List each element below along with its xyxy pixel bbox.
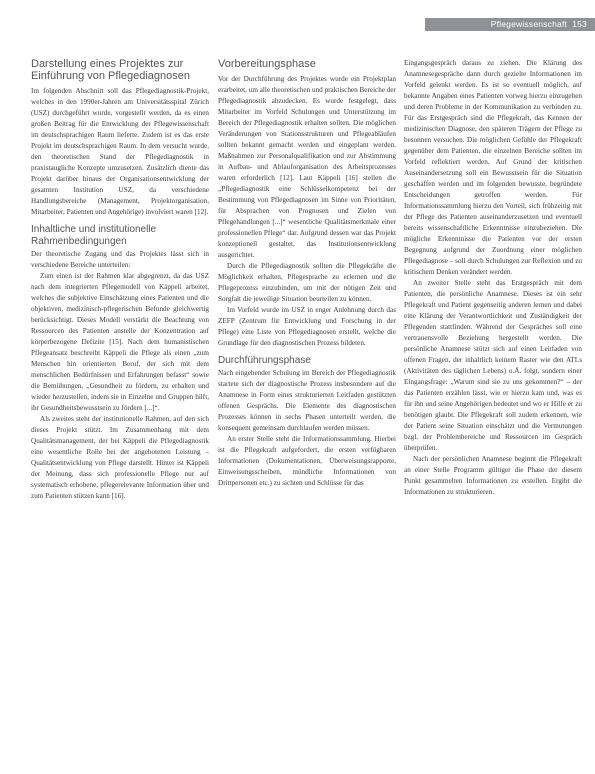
column-middle [218, 58, 396, 489]
paragraph: Eingangsgespräch daraus zu ziehen. Die Klärung des Anamnesegespräche dann durch gezielte Informationen im Vorfeld gelenkt werden. Es ist so eventuell möglich, auf bekannte Angaben eines Patienten vorweg hierzu einzugehen und deren Probleme in der Kommunikation zu verbinden zu. Für das Erstgespräch sind die Pflegekraft, das Kennen der medizinischen Diagnose, den späteren Trägern der Pflege zu besonnen versuchen. Die möglichen Gefühle der Pflegekraft gegenüber dem Patienten, die einzelnen Bereiche sollten im Vorfeld reflektiert werden. Auf Grund der kritischen Auseinandersetzung soll ein Bewusstsein für die Situation geschaffen werden und im folgenden bewusste, begründete Entscheidungen getroffen werden. Für Informationssammlung hierzu den Vorteil, sich frühzeitig mit der Pflege des Patienten auseinanderzusetzen und eventuell bereits wissenschaftliche Erkenntnisse einzubeziehen. Die mögliche Erkenntnisse die Patienten vor der ersten Begegnung aufgrund der Zuordnung einer möglichen Pflegediagnose – soll durch Schulungen zur Reflexion und zu kritischem Denken verändert werden. [404, 59, 582, 276]
paragraph: An zweiter Stelle steht das Erstgespräch mit dem Patienten, die persönliche Anamnese. Dieses ist ein sehr Pflegekraft und Patient gegenseitig anderen lernen und dabei eine Klärung der Verantwortlichkeit und Zuständigkeit der Pflegenden stattfinden. Während der Gespräches soll eine vertrauensvolle Beziehung hergestellt werden. Die persönliche Anamnese stützt sich auf einen Leitfaden von offenen Fragen, der inhaltlich keinem Raster wie den ATLs (Aktivitäten des täglichen Lebens) o.Ä. folgt, sondern einer Eingangsfrage: „Warum sind sie zu uns gekommen?“ – der das Patienten erzählen lässt, wie er hierzu kam und, was es für ihn und seine Angehörigen bedeutet und wo er Hilfe er zu benötigen glaubt. Die Pflegekraft soll zudem erkennen, wie der Patient seine Situation einschätzt und die Vermutungen bzgl. der Problembereiche und Ressourcen im Gespräch überprüfen. [404, 279, 582, 452]
paragraph: Im folgenden Abschnitt soll das Pflegediagnostik-Projekt, welches in den 1990er-Jahren am Universitätsspital Zürich (USZ) durchgeführt wurde, vorgestellt werden, da es einen großen Beitrag für die Entwicklung der Pflegewissenschaft im deutschsprachigen Raum lieferte. Zudem ist es das erste Projekt im deutschsprachigen Raum. In dem versucht wurde, den theoretischen Stand der Pflegediagnostik in praxistaugliche Konzepte umzusetzen. Zusätzlich diente das Projekt darüber hinaus der Organisationsentwicklung der gesamten Institution USZ, da verschiedene Handlungsbereiche (Management, Projektorganisation, Mitarbeiter, Patienten und Angehörige) involviert waren [12]. [31, 87, 209, 216]
paragraph: Nach der persönlichen Anamnese beginnt die Pflegekraft an einer Stelle Programm gültiger die Phase der diesem Punkt gesammelten Informationen zu erstellen. Ergibt die Informationen zu strukturieren. [404, 455, 582, 496]
paragraph: Der theoretische Zugang und das Projektes lässt sich in verschiedene Bereiche unterteilen: [31, 250, 209, 269]
section-heading: Vorbereitungsphase [218, 58, 316, 70]
subsection-heading: Durchführungsphase [218, 355, 311, 366]
page-number: 153 [572, 19, 587, 29]
paragraph: Zum einen ist der Rahmen klar abgegrenzt, da das USZ nach dem integrierten Pflegemodell von Käppeli arbeitet, welches die subjektive Einschätzung eines Patienten und die objektiven, medizinisch-pflegerischen Befunde gleichwertig berücksichtigt. Dieses Modell verstärkt die Beachtung von Ressourcen des Patienten anstelle der Konzentration auf körperbezogene Defizite [15]. Nach dem humanistischen Pflegeansatz beschreibt Käppeli die Pflege als einen „zum Menschen hin orientierten Beruf, der sich mit dem menschlichen Bedürfnissen und Erfahrungen befasst“ sowie die Bemühungen, „Gesundheit zu fördern, zu erhalten und wieder herzustellen, indem sie in Einzelne und Gruppen hilft, ihr Gesundheitsbewusstsein zu fördern [...]“. [31, 272, 209, 412]
column-right [404, 58, 582, 498]
paragraph: Durch die Pflegediagnostik sollten die Pflegekräfte die Möglichkeit erhalten, Pflegesprache zu erlernen und die Pflegeprozess einzubinden, um mit der nötigen Zeit und Sorgfalt die jeweilige Situation beurteilen zu können. [218, 262, 396, 303]
running-header [491, 18, 587, 31]
paragraph: Im Vorfeld wurde im USZ in enger Anlehnung durch das ZEFP (Zentrum für Entwicklung und Forschung in der Pflege) eine Liste von Pflegediagnosen erstellt, welche die Grundlage für den diagnostischen Prozess bildeten. [218, 306, 396, 347]
paragraph: Als zweites steht der institutionelle Rahmen, auf den sich dieses Projekt stützt. Im Zusammenhang mit dem Qualitätsmanagement, der bei Käppeli die Pflegediagnostik eine wesentliche Rolle bei der angebotenen Leistung – Qualitätsentwicklung von Pflege darstellt. Hinter ist Käppeli der Meinung, dass sich professionelle Pflege nur auf systematisch erhobene, pflegerelevante Information über und zum Patienten stützen kann [16]. [31, 415, 209, 500]
paragraph: Nach eingehender Schulung im Bereich der Pflegediagnostik startete sich der diagnostische Prozess insbesondere auf die Anamnese in Form eines strukturierten Leitfaden gestützten offenen Gesprächs. Die Elemente des diagnostischen Prozesses können in sechs Phasen unterteilt werden, die konsequent gemeinsam durchlaufen werden müssen. [218, 369, 396, 432]
paragraph: Vor der Durchführung des Projektes wurde ein Projektplan erarbeitet, um alle theoretischen und praktischen Bereiche der Pflegediagnostik abzudecken. Es wurde festgelegt, dass Mitarbeiter im Vorfeld Schulungen und Unterstützung im Bereich der Pflegediagnostik erhalten sollten. Die möglichen Veränderungen von Stationsstrukturen und Pflegeabläufen sollten bekannt gemacht werden und eingeplant werden. Maßnahmen zur Personalqualifikation und zur Abstimmung in Aufbau- und Ablauforganisation des Arbeitsprozesses waren erforderlich [12]. Laut Käppeli [16] stellen die „Pflegediagnostik eine Schlüsselkompetenz bei der Bestimmung von Pflegediagnosen im Sinne von Prioritäten, für Absprachen von Prognosen und Zielen von Pflegehandlungen [...]“ wesentliche Qualitätsmerkmale einer professionellen Pflege“ dar. Aufgrund dessen war das Projekt konzeptionell gestaltet, das Institutionsentwicklung ausgerichtet. [218, 75, 397, 259]
journal-name: Pflegewissenschaft [490, 19, 568, 29]
paragraph: An erster Stelle steht die Informationssammlung. Hierbei ist die Pflegekraft aufgefordert, die ersten verfügbaren Informationen (Dokumentationen, Überweisungsrapporte, Einweisungsscheiben, mündliche Informationen von Drittpersonen etc.) zu sichten und Schlüsse für das [218, 435, 396, 487]
section-heading: Darstellung eines Projektes zur Einführung von Pflegediagnosen [31, 58, 191, 82]
column-left [31, 58, 209, 502]
subsection-heading: Inhaltliche und institutionelle Rahmenbedingungen [31, 224, 157, 247]
